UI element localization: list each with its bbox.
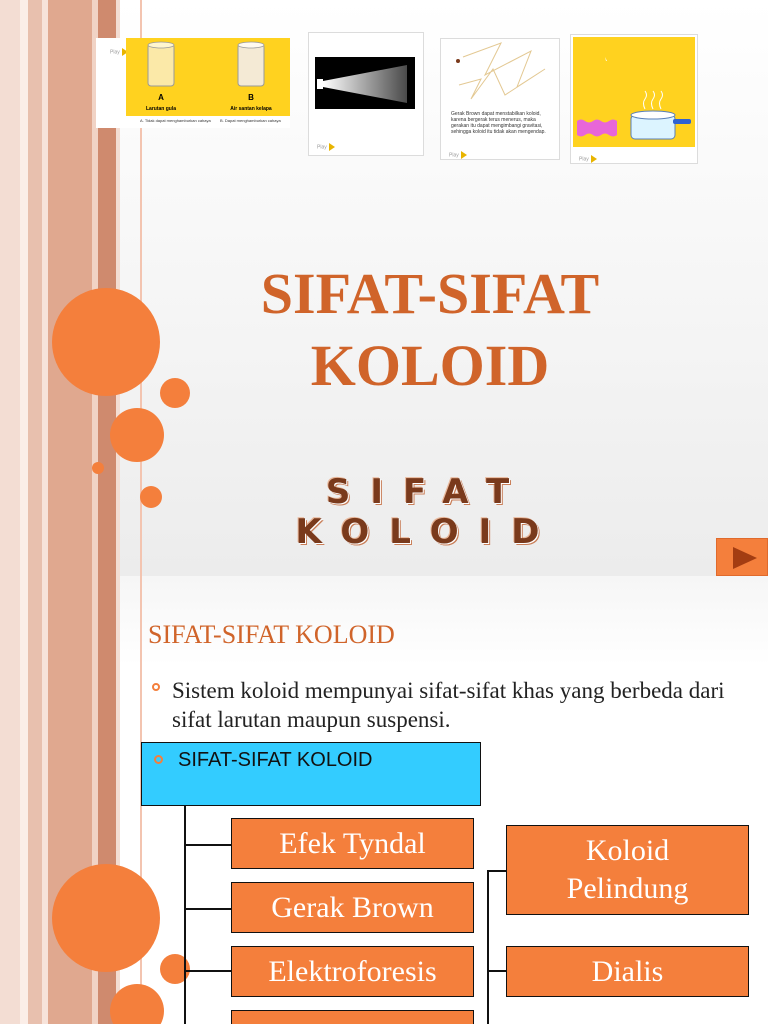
pot-handle [673, 119, 691, 124]
play-button[interactable] [317, 143, 335, 151]
diagram-root-label: SIFAT-SIFAT KOLOID [178, 749, 373, 771]
glass-a-rim [148, 42, 174, 48]
slide-title [150, 258, 710, 402]
connector-line [184, 908, 231, 910]
diagram-root-box [141, 742, 481, 806]
diagram-box-koloid-pelindung: Koloid Pelindung [506, 825, 749, 915]
brownian-text: Gerak Brown dapat menstabilkan koloid, karena bergerak terus menerus, maka gerakan itu dapat mengimbangi gravitasi, sehingga koloid itu tidak akan mengendap. [451, 111, 546, 135]
play-label: Play [579, 156, 589, 163]
connector-line [184, 844, 231, 846]
decor-circle [160, 954, 190, 984]
fancy-wordart-title: SIFAT KOLOID [295, 472, 560, 552]
play-label: Play [317, 144, 327, 151]
glass-b-rim [238, 42, 264, 48]
slide-2 [0, 576, 768, 1024]
bullet-icon [154, 755, 163, 764]
brownian-path-illustration [441, 39, 559, 111]
slide-heading: SIFAT-SIFAT KOLOID [148, 620, 395, 649]
decor-circle [110, 984, 164, 1024]
thumbnail-light-beam[interactable] [308, 32, 424, 156]
decor-circle [110, 408, 164, 462]
bullet-text: Sistem koloid mempunyai sifat-sifat khas yang berbeda dari sifat larutan maupun suspensi. [172, 678, 725, 732]
decor-stripe [0, 576, 20, 1024]
play-icon [591, 155, 597, 163]
decor-circle [140, 486, 162, 508]
cursor-icon [605, 57, 607, 61]
decor-stripe [28, 576, 42, 1024]
thumbnail-brownian[interactable] [440, 38, 560, 160]
decor-circle [92, 462, 104, 474]
connector-line [487, 870, 506, 872]
glass-b-icon [238, 44, 264, 86]
thumbnail-yellow-panel [573, 37, 695, 147]
decor-stripe [28, 0, 42, 576]
connector-line [487, 870, 489, 1024]
particle-icon [456, 59, 460, 63]
glass-illustration [126, 38, 290, 116]
play-icon [329, 143, 335, 151]
pink-cloth-icon [577, 120, 617, 137]
glass-a-icon [148, 44, 174, 86]
connector-line [184, 970, 231, 972]
bullet-icon [152, 683, 160, 691]
play-icon [461, 151, 467, 159]
play-label: Play [110, 49, 120, 56]
note-a: A. Tidak dapat menghamburkan cahaya [140, 118, 211, 123]
play-button[interactable] [449, 151, 467, 159]
brownian-path [459, 43, 545, 99]
diagram-box-partial [231, 1010, 474, 1024]
thumbnail-notes [126, 116, 290, 128]
glass-b-label: B [248, 93, 254, 102]
thumbnail-tyndall[interactable] [96, 38, 290, 128]
decor-circle [52, 864, 160, 972]
play-arrow-icon [733, 547, 757, 569]
decor-stripe [48, 0, 92, 576]
next-slide-button[interactable] [716, 538, 768, 576]
glass-a-label: A [158, 93, 164, 102]
light-source [317, 79, 323, 89]
note-b: B. Dapat menghamburkan cahaya [220, 118, 281, 123]
play-label: Play [449, 152, 459, 159]
diagram-box-dialis: Dialis [506, 946, 749, 997]
light-beam-illustration [309, 55, 423, 135]
glass-a-caption: Larutan gula [145, 106, 177, 112]
diagram-box-gerak-brown: Gerak Brown [231, 882, 474, 933]
play-button[interactable] [579, 155, 597, 163]
decor-stripe [0, 0, 20, 576]
decor-stripe [20, 0, 28, 576]
decor-circle [52, 288, 160, 396]
title-line-1: SIFAT-SIFAT [260, 261, 600, 326]
pot-rim [631, 111, 675, 119]
connector-line [487, 970, 506, 972]
decor-stripe [20, 576, 28, 1024]
glass-b-caption: Air santan kelapa [230, 106, 272, 112]
diagram-box-efek-tyndal: Efek Tyndal [231, 818, 474, 869]
thumbnail-cooking[interactable] [570, 34, 698, 164]
steam-icon [644, 91, 663, 109]
connector-line [184, 806, 186, 1024]
thumbnail-yellow-panel [126, 38, 290, 116]
diagram-box-elektroforesis: Elektroforesis [231, 946, 474, 997]
title-line-2: KOLOID [310, 333, 550, 398]
cooking-illustration [573, 37, 695, 147]
